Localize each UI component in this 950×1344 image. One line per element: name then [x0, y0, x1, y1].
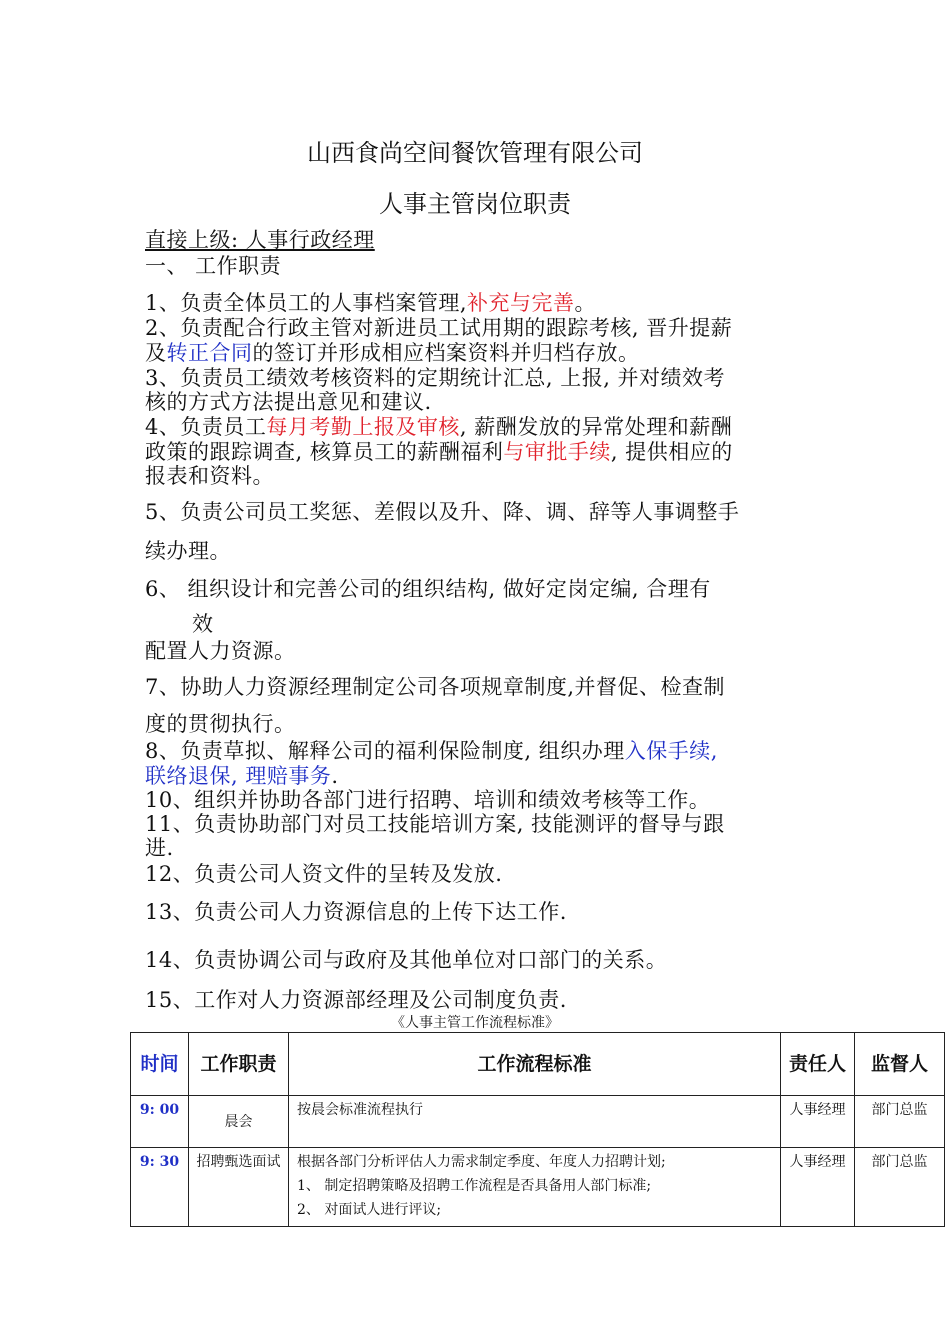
section-heading: 一、 工作职责	[145, 254, 282, 278]
duty-1: 1、负责全体员工的人事档案管理,补充与完善。	[145, 291, 597, 315]
duty-14: 14、负责协调公司与政府及其他单位对口部门的关系。	[145, 948, 668, 972]
duty-6-line-1: 6、 组织设计和完善公司的组织结构, 做好定岗定编, 合理有	[145, 577, 711, 601]
duty-3-line-2: 核的方式方法提出意见和建议.	[145, 390, 432, 414]
header-duty: 工作职责	[189, 1033, 289, 1096]
standard-line: 按晨会标准流程执行	[297, 1102, 423, 1118]
standard-line: 1、 制定招聘策略及招聘工作流程是否具备用人部门标准;	[297, 1178, 652, 1194]
document-title: 人事主管岗位职责	[379, 190, 571, 218]
header-supervisor: 监督人	[855, 1033, 945, 1096]
duty-10: 10、组织并协助各部门进行招聘、培训和绩效考核等工作。	[145, 788, 711, 812]
duty-12: 12、负责公司人资文件的呈转及发放.	[145, 862, 503, 886]
row-time: 9: 00	[131, 1096, 189, 1148]
standard-line: 2、 对面试人进行评议;	[297, 1202, 442, 1218]
row-responsible: 人事经理	[781, 1148, 855, 1227]
row-duty: 招聘甄选面试	[189, 1148, 289, 1227]
duty-2-line-1: 2、负责配合行政主管对新进员工试用期的跟踪考核, 晋升提薪	[145, 316, 733, 340]
duty-5-line-2: 续办理。	[145, 539, 231, 563]
row-supervisor: 部门总监	[855, 1096, 945, 1148]
company-name: 山西食尚空间餐饮管理有限公司	[307, 139, 643, 167]
header-time: 时间	[131, 1033, 189, 1096]
duty-4-line-1: 4、负责员工每月考勤上报及审核, 薪酬发放的异常处理和薪酬	[145, 415, 733, 439]
table-caption: 《人事主管工作流程标准》	[391, 1015, 559, 1031]
header-responsible: 责任人	[781, 1033, 855, 1096]
row-standard	[289, 1096, 781, 1148]
duty-7-line-1: 7、协助人力资源经理制定公司各项规章制度,并督促、检查制	[145, 675, 726, 699]
table-row	[131, 1148, 945, 1227]
duty-8-line-1: 8、负责草拟、解释公司的福利保险制度, 组织办理入保手续,	[145, 739, 718, 763]
row-time: 9: 30	[131, 1148, 189, 1227]
table-row	[131, 1096, 945, 1148]
direct-superior: 直接上级: 人事行政经理	[145, 228, 375, 252]
duty-13: 13、负责公司人力资源信息的上传下达工作.	[145, 900, 567, 924]
duty-3-line-1: 3、负责员工绩效考核资料的定期统计汇总, 上报, 并对绩效考	[145, 366, 726, 390]
duty-4-line-3: 报表和资料。	[145, 464, 274, 488]
duty-6-line-2: 效	[192, 612, 214, 636]
duty-4-line-2: 政策的跟踪调查, 核算员工的薪酬福利与审批手续, 提供相应的	[145, 440, 733, 464]
duty-2-line-2: 及转正合同的签订并形成相应档案资料并归档存放。	[145, 341, 640, 365]
duty-11-line-2: 进.	[145, 836, 174, 860]
duty-15: 15、工作对人力资源部经理及公司制度负责.	[145, 988, 567, 1012]
row-supervisor: 部门总监	[855, 1148, 945, 1227]
standard-line: 根据各部门分析评估人力需求制定季度、年度人力招聘计划;	[297, 1154, 666, 1170]
row-responsible: 人事经理	[781, 1096, 855, 1148]
workflow-table	[130, 1032, 945, 1227]
row-standard	[289, 1148, 781, 1227]
duty-7-line-2: 度的贯彻执行。	[145, 712, 296, 736]
table-header-row	[131, 1033, 945, 1096]
header-standard: 工作流程标准	[289, 1033, 781, 1096]
duty-11-line-1: 11、负责协助部门对员工技能培训方案, 技能测评的督导与跟	[145, 812, 725, 836]
duty-6-line-3: 配置人力资源。	[145, 639, 296, 663]
duty-5-line-1: 5、负责公司员工奖惩、差假以及升、降、调、辞等人事调整手	[145, 500, 740, 524]
row-duty: 晨会	[189, 1096, 289, 1148]
duty-8-line-2: 联络退保, 理赔事务.	[145, 764, 339, 788]
